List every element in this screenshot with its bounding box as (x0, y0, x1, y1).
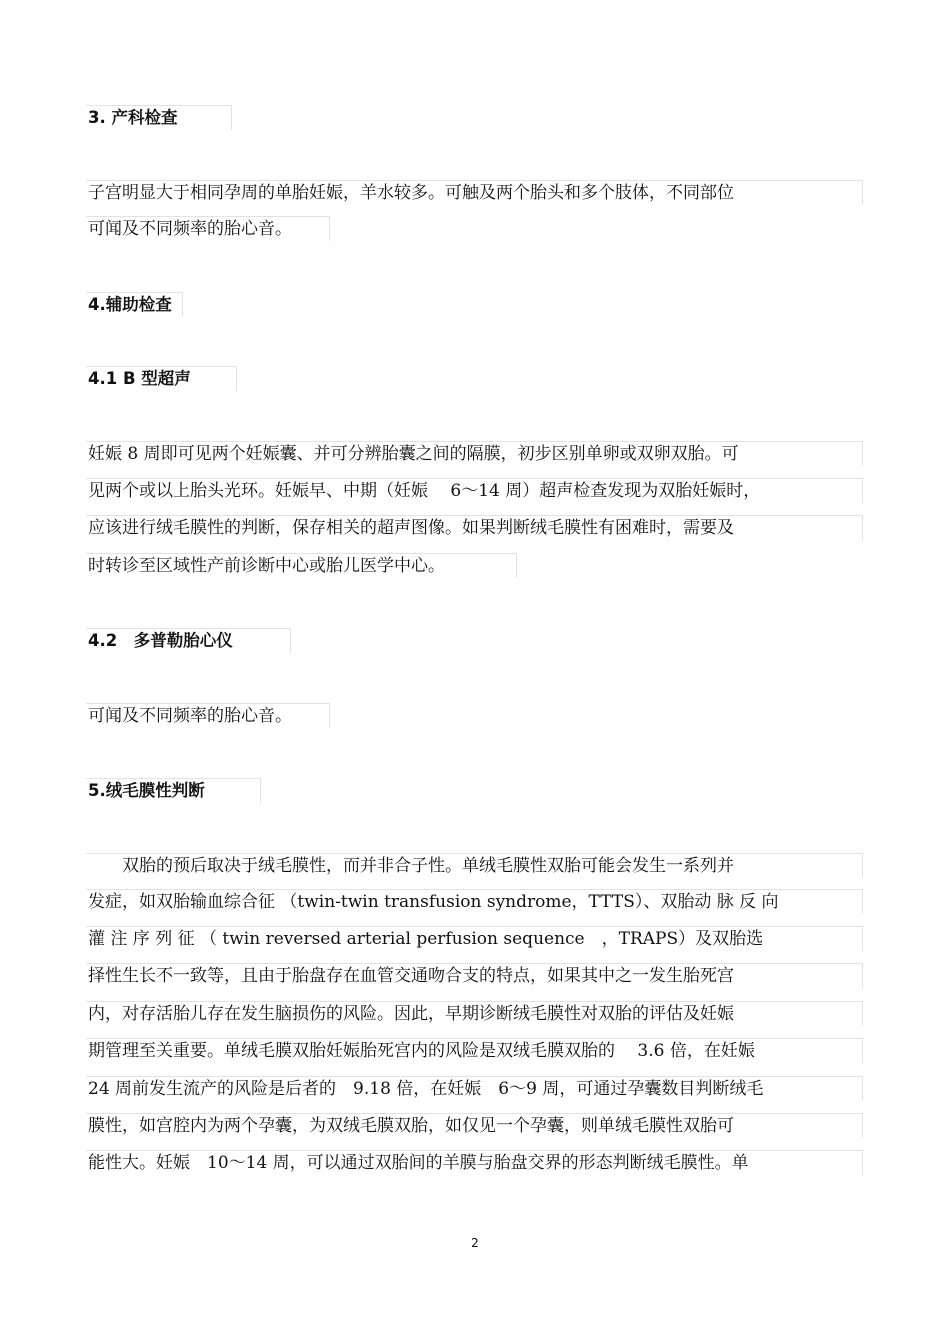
paragraph-line: 妊娠 8 周即可见两个妊娠囊、并可分辨胎囊之间的隔膜，初步区别单卵或双卵双胎。可 (88, 444, 739, 464)
paragraph-line: 期管理至关重要。单绒毛膜双胎妊娠胎死宫内的风险是双绒毛膜双胎的 3.6 倍，在妊娠 (88, 1041, 755, 1061)
paragraph-line: 子宫明显大于相同孕周的单胎妊娠，羊水较多。可触及两个胎头和多个肢体，不同部位 (88, 183, 734, 203)
heading-doppler: 4.2 多普勒胎心仪 (88, 631, 233, 650)
paragraph-line: 应该进行绒毛膜性的判断，保存相关的超声图像。如果判断绒毛膜性有困难时，需要及 (88, 518, 734, 538)
paragraph-line: 发症，如双胎输血综合征 （twin-twin transfusion syndrome，TTTS）、双胎动 脉 反 向 (88, 892, 779, 912)
heading-chorionicity: 5.绒毛膜性判断 (88, 781, 205, 800)
paragraph-line: 膜性，如宫腔内为两个孕囊，为双绒毛膜双胎，如仅见一个孕囊，则单绒毛膜性双胎可 (88, 1116, 734, 1136)
paragraph-line: 见两个或以上胎头光环。妊娠早、中期（妊娠 6～14 周）超声检查发现为双胎妊娠时， (88, 481, 761, 501)
page-number: 2 (471, 1236, 479, 1250)
paragraph-line: 可闻及不同频率的胎心音。 (88, 219, 292, 239)
paragraph-line: 可闻及不同频率的胎心音。 (88, 706, 292, 726)
paragraph-line: 内，对存活胎儿存在发生脑损伤的风险。因此，早期诊断绒毛膜性对双胎的评估及妊娠 (88, 1004, 734, 1024)
paragraph-line: 24 周前发生流产的风险是后者的 9.18 倍，在妊娠 6～9 周，可通过孕囊数目判断绒毛 (88, 1079, 764, 1099)
paragraph-line: 能性大。妊娠 10～14 周，可以通过双胎间的羊膜与胎盘交界的形态判断绒毛膜性。单 (88, 1153, 749, 1173)
paragraph-line: 双胎的预后取决于绒毛膜性，而并非合子性。单绒毛膜性双胎可能会发生一系列并 (88, 856, 734, 876)
heading-obstetric-exam: 3. 产科检查 (88, 108, 178, 127)
paragraph-line: 时转诊至区域性产前诊断中心或胎儿医学中心。 (88, 556, 445, 576)
paragraph-line: 择性生长不一致等，且由于胎盘存在血管交通吻合支的特点，如果其中之一发生胎死宫 (88, 966, 734, 986)
paragraph-line: 灌 注 序 列 征 （ twin reversed arterial perfusion sequence ，TRAPS）及双胎选 (88, 929, 764, 949)
heading-auxiliary-exam: 4.辅助检查 (88, 295, 172, 314)
heading-b-ultrasound: 4.1 B 型超声 (88, 369, 191, 388)
